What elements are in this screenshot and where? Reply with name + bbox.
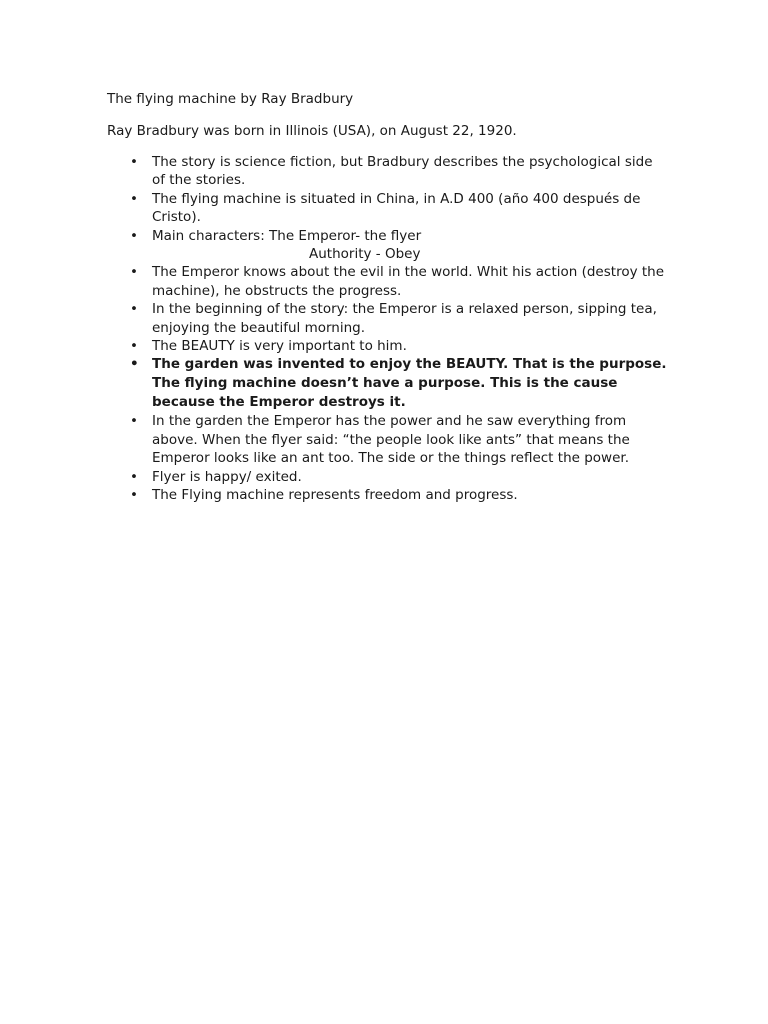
- bullet-icon: •: [130, 264, 138, 281]
- document-page: [107, 90, 667, 505]
- list-item-text: In the beginning of the story: the Emperor is a relaxed person, sipping tea, enjoying the beautiful morning.: [152, 301, 657, 336]
- bullet-icon: •: [130, 190, 138, 207]
- list-item: [107, 227, 667, 264]
- list-item: [107, 263, 667, 300]
- bullet-icon: •: [130, 356, 139, 373]
- list-item-text: Flyer is happy/ exited.: [152, 468, 302, 485]
- list-item-subline: Authority - Obey: [309, 246, 421, 263]
- bullet-icon: •: [130, 338, 138, 355]
- list-item-text: Main characters: The Emperor- the flyer: [152, 227, 422, 244]
- list-item-text: The flying machine is situated in China, in A.D 400 (año 400 después de Cristo).: [152, 190, 641, 226]
- bullet-icon: •: [130, 227, 138, 244]
- list-item-text: The Emperor knows about the evil in the world. Whit his action (destroy the machine), he obstructs the progress.: [152, 264, 665, 299]
- list-item: [107, 153, 667, 190]
- document-title: The flying machine by Ray Bradbury: [107, 91, 354, 107]
- list-item: [107, 486, 667, 504]
- list-item: [107, 300, 667, 337]
- list-item-text: The garden was invented to enjoy the BEAUTY. That is the purpose. The flying machine doesn’t have a purpose. This is the cause because the Emperor destroys it.: [152, 356, 667, 411]
- intro-paragraph: Ray Bradbury was born in Illinois (USA), on August 22, 1920.: [107, 123, 517, 139]
- bullet-icon: •: [130, 487, 138, 504]
- bullet-icon: •: [130, 154, 138, 170]
- list-item: [107, 412, 667, 467]
- list-item: [107, 337, 667, 355]
- bullet-icon: •: [130, 413, 138, 430]
- list-item: [107, 190, 667, 227]
- bullet-icon: •: [130, 301, 138, 318]
- list-item-text: The Flying machine represents freedom and progress.: [152, 487, 518, 504]
- bullet-list: [107, 153, 667, 505]
- list-item: [107, 468, 667, 486]
- list-item-text: The BEAUTY is very important to him.: [152, 338, 407, 355]
- bullet-icon: •: [130, 468, 138, 485]
- list-item-text: In the garden the Emperor has the power and he saw everything from above. When the flyer said: “the people look like ants” that means the Emperor looks like an ant too. The side or the things reflect the power.: [152, 413, 630, 467]
- list-item-text: The story is science fiction, but Bradbury describes the psychological side of the stories.: [152, 154, 653, 189]
- list-item-bold: [107, 355, 667, 412]
